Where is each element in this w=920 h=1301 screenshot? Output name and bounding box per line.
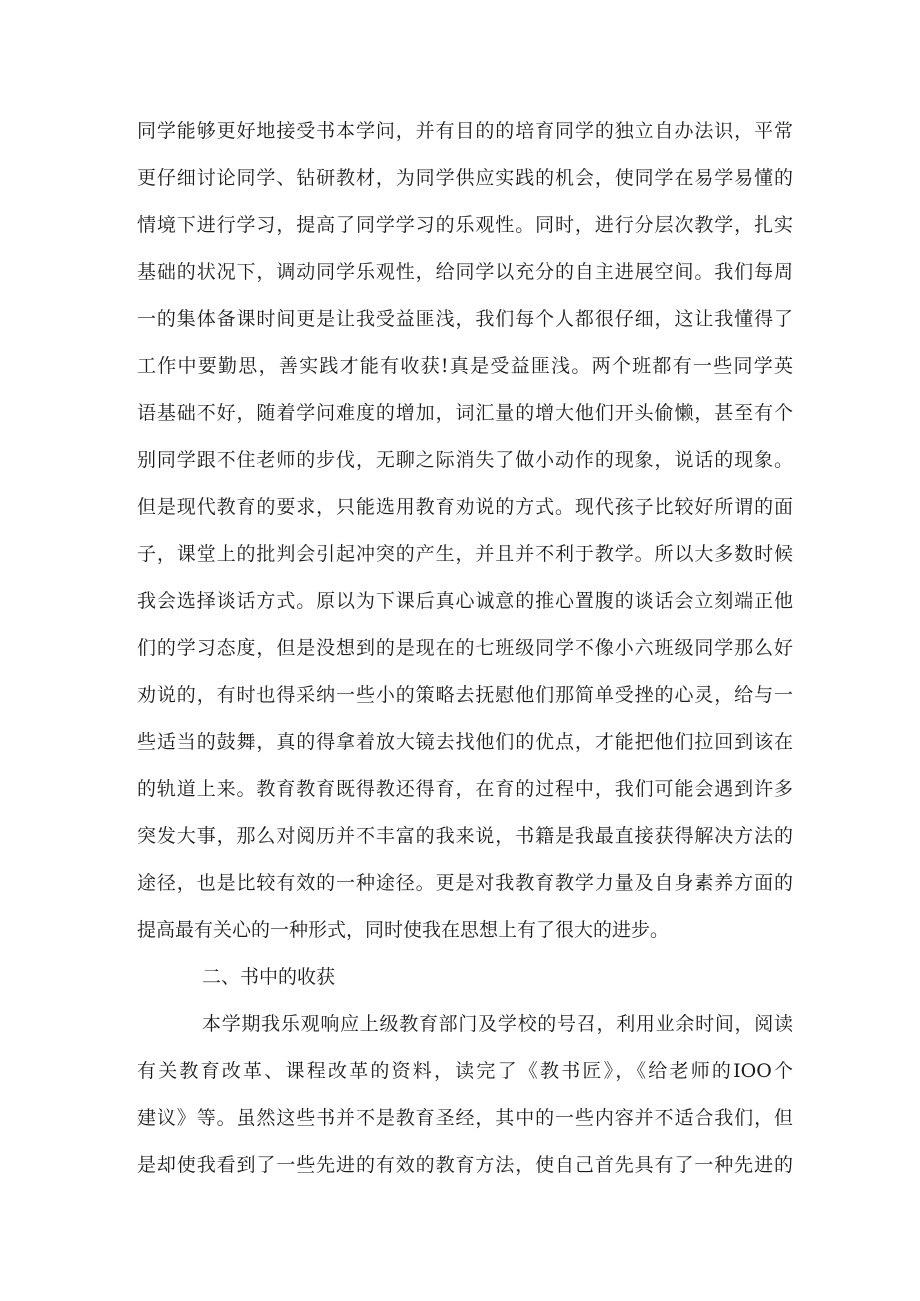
paragraph-line: 是却使我看到了一些先进的有效的教育方法，使自己首先具有了一种先进的	[137, 1154, 793, 1176]
paragraph-line: 子，课堂上的批判会引起冲突的产生，并且并不利于教学。所以大多数时候	[137, 543, 793, 565]
paragraph-line: 些适当的鼓舞，真的得拿着放大镜去找他们的优点，才能把他们拉回到该在	[137, 731, 793, 753]
paragraph-line: 情境下进行学习，提高了同学学习的乐观性。同时，进行分层次教学，扎实	[137, 214, 793, 236]
paragraph-line: 同学能够更好地接受书本学问，并有目的的培育同学的独立自办法识，平常	[137, 120, 793, 142]
paragraph-line: 的轨道上来。教育教育既得教还得育，在育的过程中，我们可能会遇到许多	[137, 778, 793, 800]
paragraph-line: 突发大事，那么对阅历并不丰富的我来说，书籍是我最直接获得解决方法的	[137, 825, 793, 847]
paragraph-line: 途径，也是比较有效的一种途径。更是对我教育教学力量及自身素养方面的	[137, 872, 793, 894]
paragraph-line: 工作中要勤思，善实践才能有收获!真是受益匪浅。两个班都有一些同学英	[137, 355, 793, 377]
paragraph-line: 我会选择谈话方式。原以为下课后真心诚意的推心置腹的谈话会立刻端正他	[137, 590, 793, 612]
paragraph-line: 别同学跟不住老师的步伐，无聊之际消失了做小动作的现象，说话的现象。	[137, 449, 793, 471]
paragraph-line: 基础的状况下，调动同学乐观性，给同学以充分的自主进展空间。我们每周	[137, 261, 793, 283]
section-heading: 二、书中的收获	[202, 966, 336, 988]
paragraph-line: 们的学习态度，但是没想到的是现在的七班级同学不像小六班级同学那么好	[137, 637, 793, 659]
paragraph-line: 本学期我乐观响应上级教育部门及学校的号召，利用业余时间，阅读	[202, 1013, 793, 1035]
paragraph-line: 语基础不好，随着学问难度的增加，词汇量的增大他们开头偷懒，甚至有个	[137, 402, 793, 424]
paragraph-line: 更仔细讨论同学、钻研教材，为同学供应实践的机会，使同学在易学易懂的	[137, 167, 793, 189]
paragraph-line: 有关教育改革、课程改革的资料，读完了《教书匠》，《给老师的IOO个	[137, 1060, 793, 1082]
paragraph-line: 但是现代教育的要求，只能选用教育劝说的方式。现代孩子比较好所谓的面	[137, 496, 793, 518]
paragraph-line: 劝说的，有时也得采纳一些小的策略去抚慰他们那简单受挫的心灵，给与一	[137, 684, 793, 706]
paragraph-line: 提高最有关心的一种形式，同时使我在思想上有了很大的进步。	[137, 919, 670, 941]
paragraph-line: 建议》等。虽然这些书并不是教育圣经，其中的一些内容并不适合我们，但	[137, 1107, 793, 1129]
paragraph-line: 一的集体备课时间更是让我受益匪浅，我们每个人都很仔细，这让我懂得了	[137, 308, 793, 330]
